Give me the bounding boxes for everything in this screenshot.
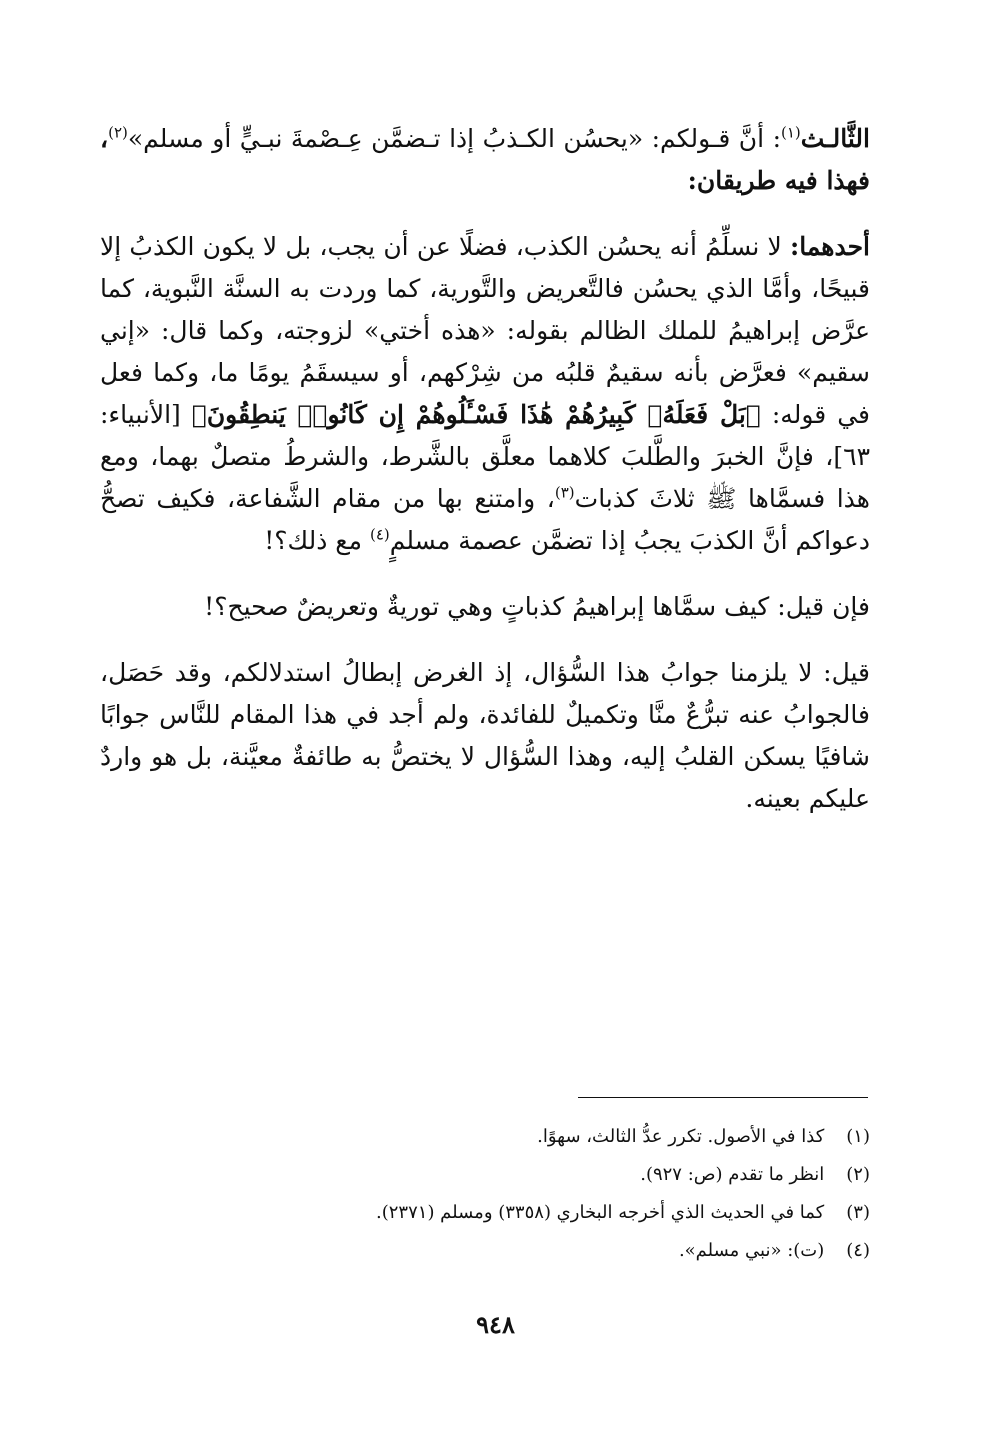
footnote-item [100,1156,870,1194]
paragraph-3: فإن قيل: كيف سمَّاها إبراهيمُ كذباتٍ وهي توريةٌ وتعريضٌ صحيح؟! [204,592,870,621]
footnote-ref-4[interactable]: (٤) [369,525,390,544]
footnote-separator [578,1097,868,1098]
footnotes [100,1118,870,1270]
paragraph-text: ، وامتنع بها من مقام الشَّفاعة، فكيف تصحُّ دعواكم أنَّ الكذبَ يجبُ إذا تضمَّن عصمة مسلمٍ [100,484,870,555]
paragraph-2 [100,226,870,562]
page-number: ٩٤٨ [476,1310,515,1339]
paragraph-text: ، فهذا فيه طريقان: [100,124,870,195]
footnote-ref-2[interactable]: (٢) [108,123,128,142]
paragraph-4: قيل: لا يلزمنا جوابُ هذا السُّؤال، إذ الغرض إبطالُ استدلالكم، وقد حَصَل، فالجوابُ عنه تبرُّعٌ منَّا وتكميلٌ للفائدة، ولم أجد في هذا المقام للنَّاس جوابًا شافيًا يسكن القلبُ إليه، وهذا السُّؤال لا يختصُّ به طائفةٌ معيَّنة، بل هو واردٌ عليكم بعينه. [100,658,870,813]
footnote-number: (٢) [846,1164,870,1185]
footnote-ref-3[interactable]: (٣) [554,483,575,502]
footnote-text: (ت): «نبي مسلم». [678,1240,825,1261]
footnote-text: انظر ما تقدم (ص: ٩٢٧). [640,1164,825,1185]
footnote-text: كذا في الأصول. تكرر عدُّ الثالث، سهوًا. [537,1126,825,1147]
footnote-text: كما في الحديث الذي أخرجه البخاري (٣٣٥٨) ومسلم (٢٣٧١). [376,1202,825,1223]
footnote-number: (٤) [846,1240,870,1261]
quran-verse: ﴿بَلْ فَعَلَهُۥ كَبِيرُهُمْ هَٰذَا فَسْـَٔلُوهُمْ إِن كَانُوا۟ يَنطِقُونَ﴾ [191,400,761,429]
paragraph-lead: الثَّالـث [800,124,870,153]
paragraph-text: : أنَّ قـولكم: «يحسُن الكـذبُ إذا تـضمَّن عِـصْمةَ نبـيٍّ أو مسلم» [127,124,781,153]
footnote-ref-1[interactable]: (١) [781,123,801,142]
footnote-item [100,1232,870,1270]
paragraph-text: مع ذلك؟! [264,526,370,555]
footnote-number: (١) [846,1126,870,1147]
paragraph-lead: أحدهما: [789,232,870,261]
paragraph-text: [الأنبياء: ٦٣]، فإنَّ الخبرَ والطَّلبَ كلاهما معلَّق بالشَّرط، والشرطُ متصلٌ بهما، ومع هذا فسمَّاها ﷺ ثلاثَ كذبات [100,400,870,513]
footnote-item [100,1194,870,1232]
paragraph-text: لا نسلِّمُ أنه يحسُن الكذب، فضلًا عن أن يجب، بل لا يكون الكذبُ إلا قبيحًا، وأمَّا الذي يحسُن فالتَّعريض والتَّورية، كما وردت به السنَّة النَّبوية، كما عرَّض إبراهيمُ للملك الظالم بقوله: «هذه أختي» لزوجته، وكما قال: «إني سقيم» فعرَّض بأنه سقيمٌ قلبُه من شِرْكهم، أو سيسقَمُ يومًا ما، وكما فعل في قوله: [100,232,870,429]
paragraph-1 [100,118,870,202]
footnote-item [100,1118,870,1156]
footnote-number: (٣) [846,1202,870,1223]
main-text [100,118,870,844]
